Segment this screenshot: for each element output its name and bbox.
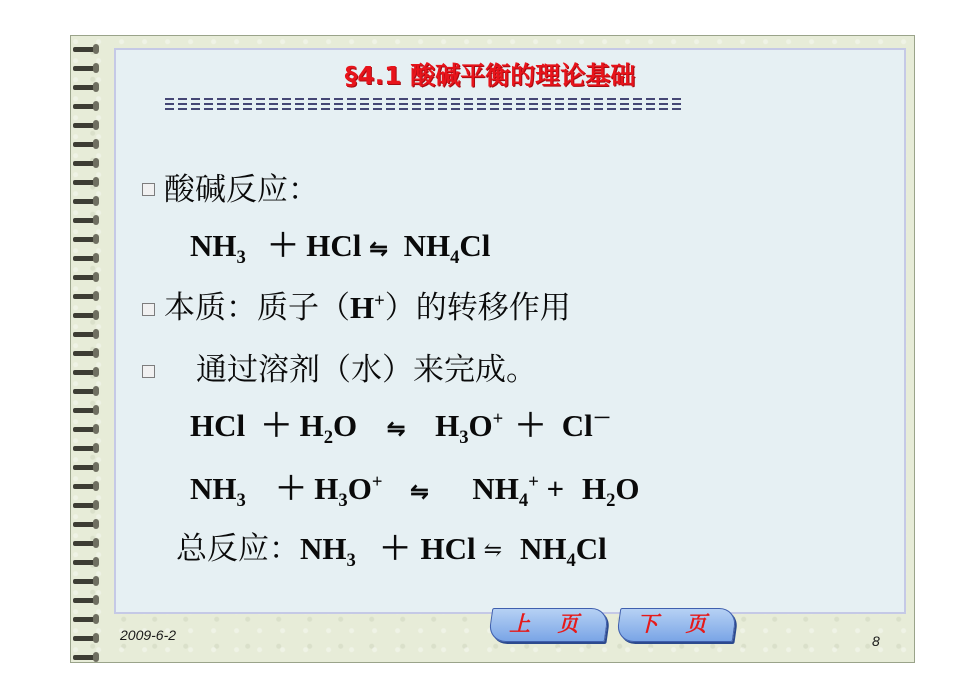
binding-ring	[73, 614, 103, 624]
prev-page-button[interactable]: 上 页	[488, 608, 610, 642]
equilibrium-arrow-icon: ⇋	[386, 415, 406, 441]
page-number: 8	[872, 633, 880, 649]
bullet-square-icon	[142, 183, 155, 196]
binding-ring	[73, 500, 103, 510]
binding-ring	[73, 329, 103, 339]
binding-ring	[73, 44, 103, 54]
equilibrium-arrow-icon: ⇋	[410, 478, 429, 504]
bullet-square-icon	[142, 303, 155, 316]
binding-ring	[73, 386, 103, 396]
binding-ring	[73, 443, 103, 453]
binding-ring	[73, 405, 103, 415]
binding-ring	[73, 139, 103, 149]
footer-date: 2009-6-2	[120, 627, 177, 643]
binding-ring	[73, 367, 103, 377]
binding-ring	[73, 557, 103, 567]
binding-ring	[73, 652, 103, 662]
binding-ring	[73, 538, 103, 548]
binding-ring	[73, 595, 103, 605]
binding-ring	[73, 253, 103, 263]
binding-ring	[73, 101, 103, 111]
binding-ring	[73, 177, 103, 187]
acid-base-reaction-label: 酸碱反应：	[164, 172, 319, 208]
reaction-3: $NH_3 + H_3O^+$ ⇋ $NH_4^+ + H_2O$	[190, 471, 640, 512]
equilibrium-arrow-icon: ⇋	[369, 235, 388, 261]
binding-ring	[73, 158, 103, 168]
binding-ring	[73, 310, 103, 320]
binding-ring	[73, 196, 103, 206]
reaction-2: HCl ＋ $H_2O$ ⇋ $H_3O^+ + Cl^-$	[190, 408, 612, 449]
binding-ring	[73, 424, 103, 434]
bullet-square-icon	[142, 365, 155, 378]
reaction-1: $NH_3$ ＋ HCl ⇋ $NH_4Cl$	[190, 228, 491, 269]
binding-ring	[73, 272, 103, 282]
binding-ring	[73, 462, 103, 472]
binding-ring	[73, 481, 103, 491]
slide-title: §4.1 酸碱平衡的理论基础	[344, 61, 636, 90]
essence-line: 本质：质子（H+）的转移作用	[164, 290, 571, 326]
equilibrium-arrow-icon: ⇋	[483, 538, 503, 563]
binding-ring	[73, 234, 103, 244]
binding-ring	[73, 576, 103, 586]
binding-ring	[73, 633, 103, 643]
decorative-divider	[165, 96, 685, 110]
binding-ring	[73, 519, 103, 529]
binding-ring	[73, 215, 103, 225]
spiral-binding-icon	[71, 36, 105, 662]
binding-ring	[73, 348, 103, 358]
overall-reaction: 总反应：$NH_3$ ＋ HCl ⇋ $NH_4Cl$	[176, 531, 607, 572]
binding-ring	[73, 120, 103, 130]
binding-ring	[73, 291, 103, 301]
solvent-line: 通过溶剂（水）来完成。	[196, 352, 537, 388]
next-page-button[interactable]: 下 页	[616, 608, 738, 642]
